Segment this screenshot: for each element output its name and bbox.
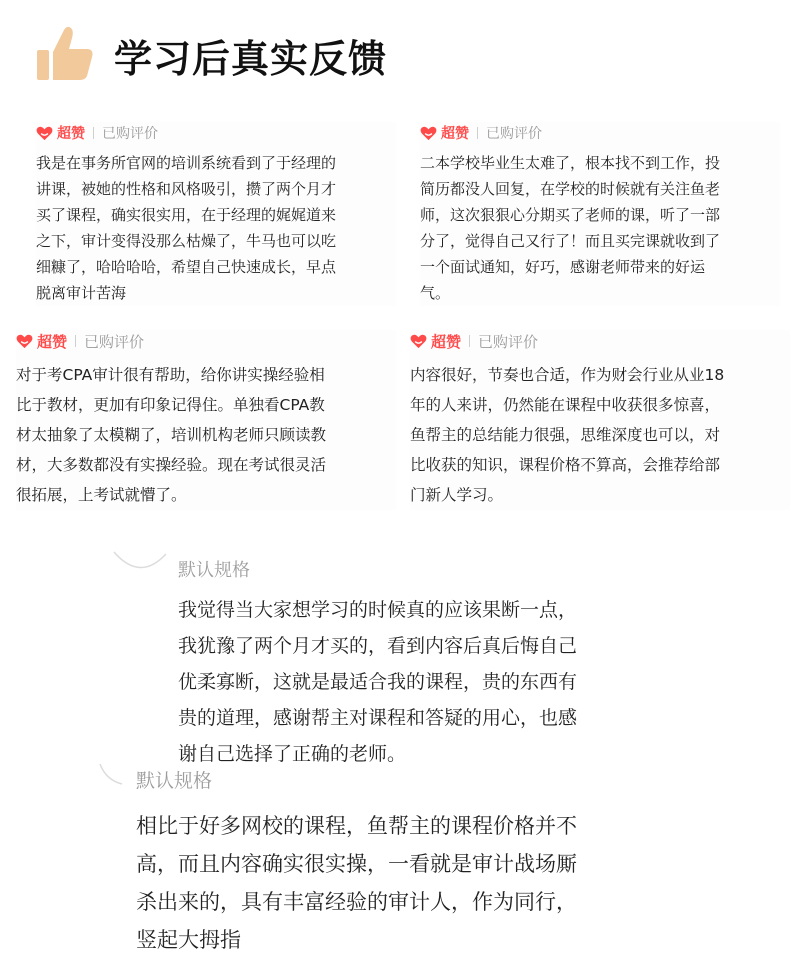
purchased-review-tag: 已购评价 [102,126,158,142]
heart-emoji-icon [420,126,437,141]
review-badge-row [36,122,396,144]
default-spec-label: 默认规格 [178,560,250,581]
review-card [420,122,780,306]
page-title: 学习后真实反馈 [114,37,388,81]
thumbs-up-icon [34,22,96,84]
review-badge-row [420,122,780,144]
super-like-badge: 超赞 [37,332,68,351]
purchased-review-tag: 已购评价 [84,332,145,351]
review-badge-row [410,330,790,352]
purchased-review-tag: 已购评价 [478,332,539,351]
default-spec-label: 默认规格 [136,770,213,792]
review-badge-row [16,330,396,352]
review-text: 我是在事务所官网的培训系统看到了于经理的 讲课，被她的性格和风格吸引，攒了两个月才 买了课程，确实很实用，在于经理的娓娓道来 之下，审计变得没那么枯燥了，牛马也可以吃 细糠了，哈哈哈哈，希望自己快速成长，早点 脱离审计苦海 [36,154,337,302]
review-card [410,330,790,510]
heart-emoji-icon [410,334,427,349]
review-text: 二本学校毕业生太难了，根本找不到工作，投 简历都没人回复，在学校的时候就有关注鱼老 师，这次狠狠心分期买了老师的课，听了一部 分了，觉得自己又行了！而且买完课就收到了 一个面试通知，好巧，感谢老师带来的好运 气。 [420,154,721,302]
review-text: 内容很好，节奏也合适，作为财会行业从业18 年的人来讲，仍然能在课程中收获很多惊喜， 鱼帮主的总结能力很强，思维深度也可以，对 比收获的知识，课程价格不算高，会推荐给部 门新人学习。 [410,366,725,504]
divider [477,127,478,139]
super-like-badge: 超赞 [431,332,462,351]
avatar-edge [110,548,170,578]
divider [75,335,76,347]
heart-emoji-icon [16,334,33,349]
comment [178,556,698,772]
comment [136,766,696,959]
divider [469,335,470,347]
header [34,22,774,92]
purchased-review-tag: 已购评价 [486,126,542,142]
comment-text: 相比于好多网校的课程，鱼帮主的课程价格并不 高，而且内容确实很实操，一看就是审计战场厮 杀出来的，具有丰富经验的审计人，作为同行， 竖起大拇指 [136,814,577,952]
comment-text: 我觉得当大家想学习的时候真的应该果断一点， 我犹豫了两个月才买的，看到内容后真后悔自己 优柔寡断，这就是最适合我的课程，贵的东西有 贵的道理，感谢帮主对课程和答疑的用心，也感 谢自己选择了正确的老师。 [178,599,578,765]
heart-emoji-icon [36,126,53,141]
review-card [36,122,396,306]
avatar-edge [96,762,126,788]
review-card [16,330,396,510]
review-text: 对于考CPA审计很有帮助，给你讲实操经验相 比于教材，更加有印象记得住。单独看CPA教 材太抽象了太模糊了，培训机构老师只顾读教 材，大多数都没有实操经验。现在考试很灵活 很拓展，上考试就懵了。 [16,366,327,504]
super-like-badge: 超赞 [57,126,85,142]
super-like-badge: 超赞 [441,126,469,142]
divider [93,127,94,139]
